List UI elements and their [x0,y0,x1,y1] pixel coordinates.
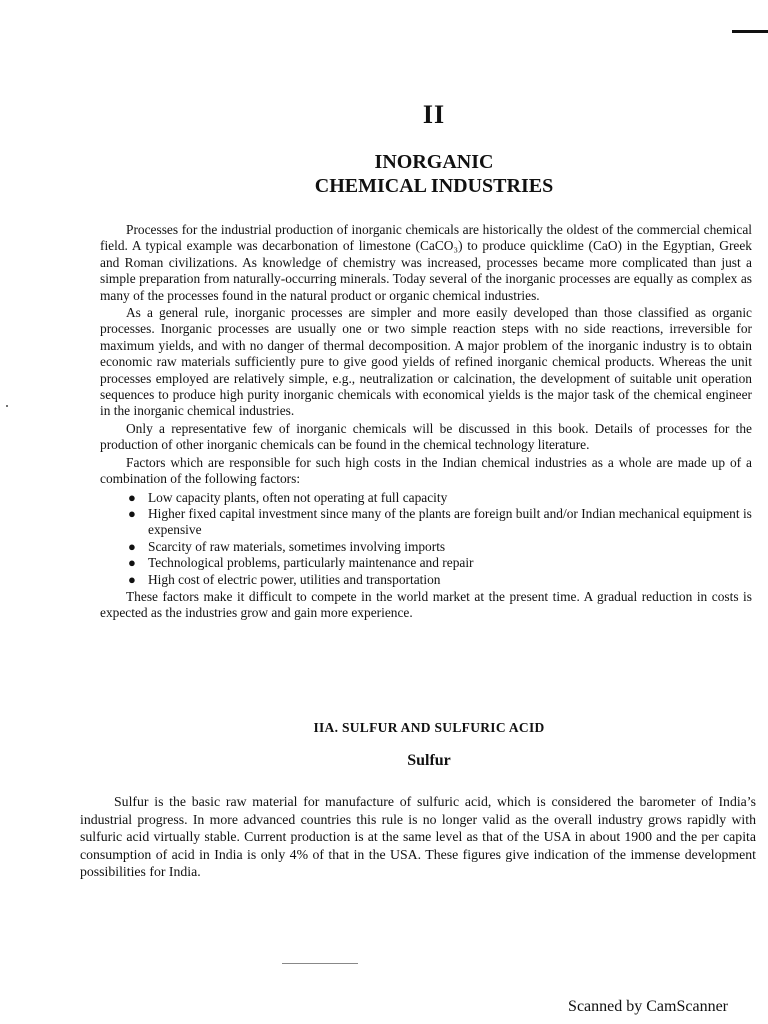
sulfur-paragraph: Sulfur is the basic raw material for manufacture of sulfuric acid, which is considered the barometer of India’s industrial progress. In more advanced countries this rule is no longer valid as the overall industry grows rapidly with sulfuric acid virtually stable. Current production is at the same level as that of the USA in about 1900 and the per capita consumption of acid in India is only 4% of that in the USA. These figures give indication of the immense development possibilities for India. [80,794,756,880]
factors-list [100,490,752,588]
chapter-title-line-2: CHEMICAL INDUSTRIES [314,175,554,197]
bullet-icon: ● [128,571,136,587]
bullet-icon: ● [128,555,136,571]
intro-body [100,222,752,622]
factor-text: Low capacity plants, often not operating at full capacity [148,489,448,505]
subsection-heading: Sulfur [407,752,451,769]
section-heading: IIA. SULFUR AND SULFURIC ACID [313,720,545,735]
chapter-title-line-1: INORGANIC [374,151,494,173]
bullet-icon: ● [128,538,136,554]
bullet-icon: ● [128,489,136,505]
intro-paragraph-2: As a general rule, inorganic processes are simpler and more easily developed than those classified as organic processes. Inorganic processes are usually one or two simple reaction steps with no side reactions, irreversible for maximum yields, and with no danger of thermal decomposition. A major problem of the inorganic industry is to obtain economic raw materials sufficiently pure to give good yields of refined inorganic chemical products. Whereas the unit processes employed are relatively simple, e.g., neutralization or calcination, the development of suitable unit operation sequences to produce high purity inorganic chemicals with economical yields is the major task of the chemical engineer in the inorganic chemical industries. [100,305,752,419]
margin-speck [6,405,8,407]
factor-text: Higher fixed capital investment since many of the plants are foreign built and/or Indian mechanical equipment is expensive [148,505,752,538]
sulfur-body [80,793,756,881]
factor-text: Scarcity of raw materials, sometimes involving imports [148,538,446,554]
chapter-number: II [422,100,446,129]
chapter-title [0,150,768,198]
intro-paragraph-4: Factors which are responsible for such high costs in the Indian chemical industries as a whole are made up of a combination of the following factors: [100,454,752,487]
factor-item [128,572,752,588]
intro-paragraph-5: These factors make it difficult to compete in the world market at the present time. A gradual reduction in costs is expected as the industries grow and gain more experience. [100,588,752,621]
scanner-watermark: Scanned by CamScanner [568,998,728,1015]
factor-item [128,539,752,555]
factor-item [128,506,752,539]
factor-item [128,555,752,571]
bullet-icon: ● [128,505,136,521]
factor-text: High cost of electric power, utilities and transportation [148,571,441,587]
factor-item [128,490,752,506]
intro-paragraph-1: Processes for the industrial production of inorganic chemicals are historically the oldest of the commercial chemical field. A typical example was decarbonation of limestone (CaCO₃) to produce quicklime (CaO) in the Egyptian, Greek and Roman civilizations. As knowledge of chemistry was increased, processes became more complicated than just a simple preparation from naturally-occurring minerals. Today several of the inorganic processes are equally as complex as many of the processes found in the natural product or organic chemical industries. [100,222,752,303]
footer-rule [282,963,358,964]
corner-mark [732,30,768,33]
intro-paragraph-3: Only a representative few of inorganic chemicals will be discussed in this book. Details of processes for the production of other inorganic chemicals can be found in the chemical technology literature. [100,420,752,453]
factor-text: Technological problems, particularly maintenance and repair [148,555,474,571]
